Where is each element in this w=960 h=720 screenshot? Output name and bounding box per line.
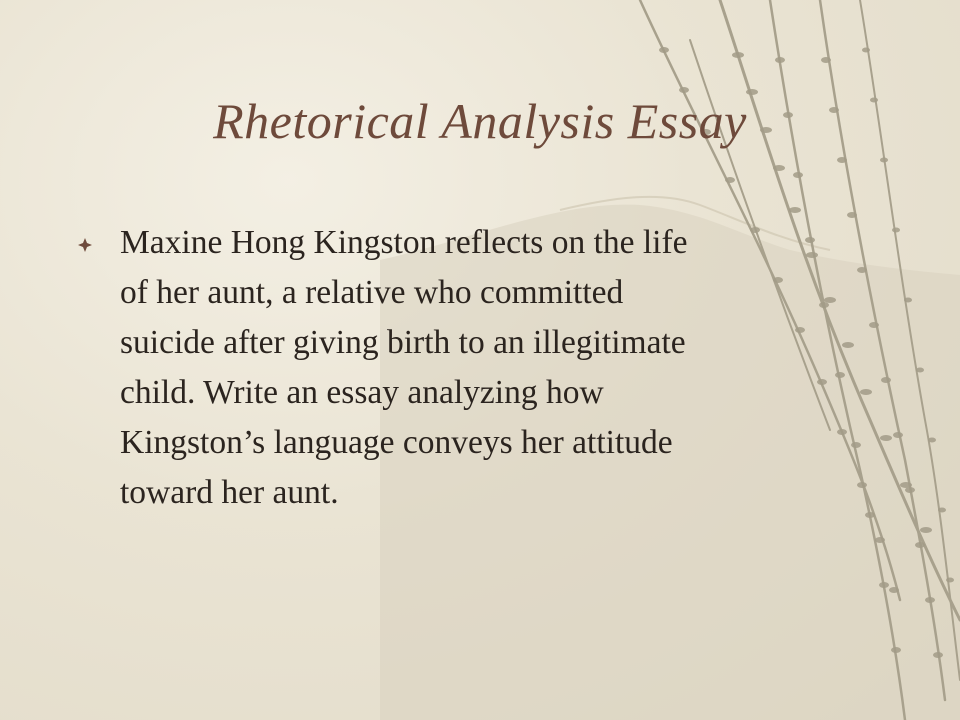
bullet-list bbox=[78, 218, 848, 518]
bullet-item bbox=[78, 218, 848, 518]
slide-title: Rhetorical Analysis Essay bbox=[213, 93, 747, 149]
diamond-bullet-icon bbox=[78, 238, 92, 252]
bullet-text: Maxine Hong Kingston reflects on the life of her aunt, a relative who committed suicide after giving birth to an illegitimate child. Write an essay analyzing how Kingston’s language conveys her attitude toward her aunt. bbox=[120, 224, 688, 511]
